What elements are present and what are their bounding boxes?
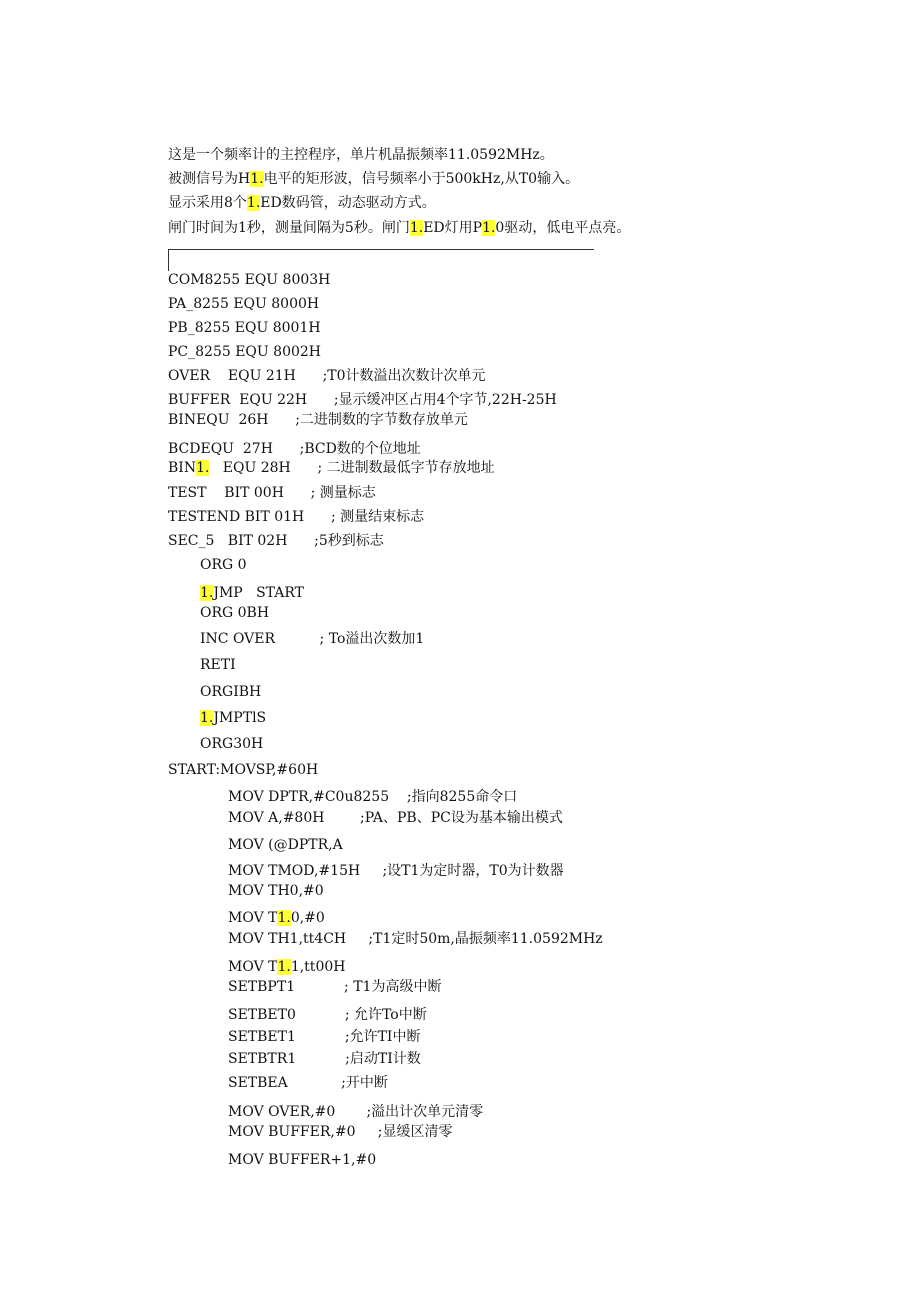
code-line (228, 1006, 427, 1024)
line-text: 1,tt00H (290, 959, 346, 975)
line-text: 0驱动，低电平点亮。 (495, 220, 631, 236)
code-line (200, 656, 236, 674)
code-line (200, 604, 269, 622)
code-line (228, 958, 345, 976)
line-text: 显示采用8个 (168, 195, 247, 211)
line-text: TEST BIT 00H ; 测量标志 (168, 485, 376, 501)
line-text: COM8255 EQU 8003H (168, 272, 331, 288)
code-line (228, 788, 517, 806)
line-text: SETBEA ;开中断 (228, 1075, 388, 1091)
line-text: SEC_5 BIT 02H ;5秒到标志 (168, 533, 384, 549)
line-text: SETBTR1 ;启动TI计数 (228, 1051, 421, 1067)
code-line (168, 508, 424, 526)
line-text: ORG 0BH (200, 605, 270, 621)
line-text: ORG 0 (200, 557, 247, 573)
line-text: ORG30H (200, 736, 264, 752)
line-text: MOV A,#80H ;PA、PB、PC设为基本输出模式 (228, 810, 563, 826)
intro-line (168, 146, 554, 164)
line-text: MOV BUFFER,#0 ;显缓区清零 (228, 1124, 453, 1140)
line-text: PB_8255 EQU 8001H (168, 320, 321, 336)
line-text: 闸门时间为1秒，测量间隔为5秒。闸门 (168, 220, 410, 236)
line-text: INC OVER ; To溢出次数加1 (200, 631, 425, 647)
code-line (200, 683, 261, 701)
code-line (168, 532, 384, 550)
line-text: BINEQU 26H ;二进制数的字节数存放单元 (168, 412, 468, 428)
line-text: RETI (200, 657, 236, 673)
line-text: SETBPT1 ; T1为高级中断 (228, 979, 442, 995)
code-line (228, 882, 324, 900)
highlighted-text: 1. (200, 585, 214, 601)
code-line (228, 909, 325, 927)
highlighted-text: 1. (482, 220, 496, 236)
line-text: ED灯用P (423, 220, 483, 236)
code-line (228, 836, 343, 854)
line-text: PA_8255 EQU 8000H (168, 296, 320, 312)
line-text: MOV TMOD,#15H ;设T1为定时器，T0为计数器 (228, 863, 564, 879)
code-line (168, 343, 321, 361)
code-line (168, 367, 486, 385)
line-text: PC_8255 EQU 8002H (168, 344, 321, 360)
line-text: MOV (@DPTR,A (228, 837, 343, 853)
line-text: MOV OVER,#0 ;溢出计次单元清零 (228, 1104, 484, 1120)
highlighted-text: 1. (246, 195, 261, 211)
code-line (228, 930, 603, 948)
line-text: EQU 28H ; 二进制数最低字节存放地址 (209, 460, 495, 476)
code-line (168, 459, 495, 477)
code-line (200, 556, 247, 574)
code-line (200, 630, 424, 648)
line-text: BIN (168, 460, 197, 476)
line-text: MOV DPTR,#C0u8255 ;指向8255命令口 (228, 789, 518, 805)
code-line (228, 978, 441, 996)
line-text: BUFFER EQU 22H ;显示缓冲区占用4个字节,22H-25H (168, 392, 557, 408)
line-text: JMP START (213, 585, 304, 601)
code-line (200, 735, 263, 753)
code-line (168, 484, 376, 502)
code-line (200, 584, 304, 602)
line-text: MOV BUFFER+1,#0 (228, 1152, 377, 1168)
highlighted-text: 1. (409, 220, 424, 236)
line-text: ED数码管，动态驱动方式。 (260, 195, 436, 211)
line-text: ORGIBH (200, 684, 262, 700)
separator-corner (168, 249, 169, 271)
line-text: START:MOVSP,#60H (168, 762, 319, 778)
line-text: MOV T (228, 959, 278, 975)
highlighted-text: 1. (277, 959, 291, 975)
code-line (228, 809, 563, 827)
code-line (168, 319, 321, 337)
line-text: 电平的矩形波，信号频率小于500kHz,从T0输入。 (263, 171, 580, 187)
code-line (168, 391, 557, 409)
code-line (168, 295, 319, 313)
line-text: 这是一个频率计的主控程序，单片机晶振频率11.0592MHz。 (168, 147, 554, 163)
code-line (168, 411, 468, 429)
line-text: JMPTlS (213, 710, 267, 726)
code-line (228, 1050, 421, 1068)
line-text: SETBET0 ; 允许To中断 (228, 1007, 427, 1023)
separator-rule (168, 249, 594, 250)
code-line (228, 1123, 452, 1141)
code-line (228, 1151, 376, 1169)
code-line (228, 1028, 420, 1046)
highlighted-text: 1. (277, 910, 291, 926)
code-line (228, 1074, 388, 1092)
code-line (228, 862, 564, 880)
code-line (228, 1103, 483, 1121)
line-text: SETBET1 ;允许TI中断 (228, 1029, 421, 1045)
line-text: TESTEND BIT 01H ; 测量结束标志 (168, 509, 425, 525)
code-line (168, 271, 330, 289)
line-text: 0,#0 (290, 910, 325, 926)
highlighted-text: 1. (250, 171, 264, 187)
highlighted-text: 1. (196, 460, 210, 476)
highlighted-text: 1. (200, 710, 214, 726)
intro-line (168, 170, 579, 188)
code-line (168, 440, 421, 458)
code-line (168, 761, 318, 779)
line-text: 被测信号为H (168, 171, 251, 187)
line-text: MOV TH1,tt4CH ;T1定时50m,晶振频率11.0592MHz (228, 931, 603, 947)
line-text: MOV T (228, 910, 278, 926)
line-text: MOV TH0,#0 (228, 883, 324, 899)
intro-line (168, 219, 630, 237)
code-line (200, 709, 266, 727)
line-text: BCDEQU 27H ;BCD数的个位地址 (168, 441, 421, 457)
line-text: OVER EQU 21H ;T0计数溢出次数计次单元 (168, 368, 486, 384)
intro-line (168, 194, 436, 212)
